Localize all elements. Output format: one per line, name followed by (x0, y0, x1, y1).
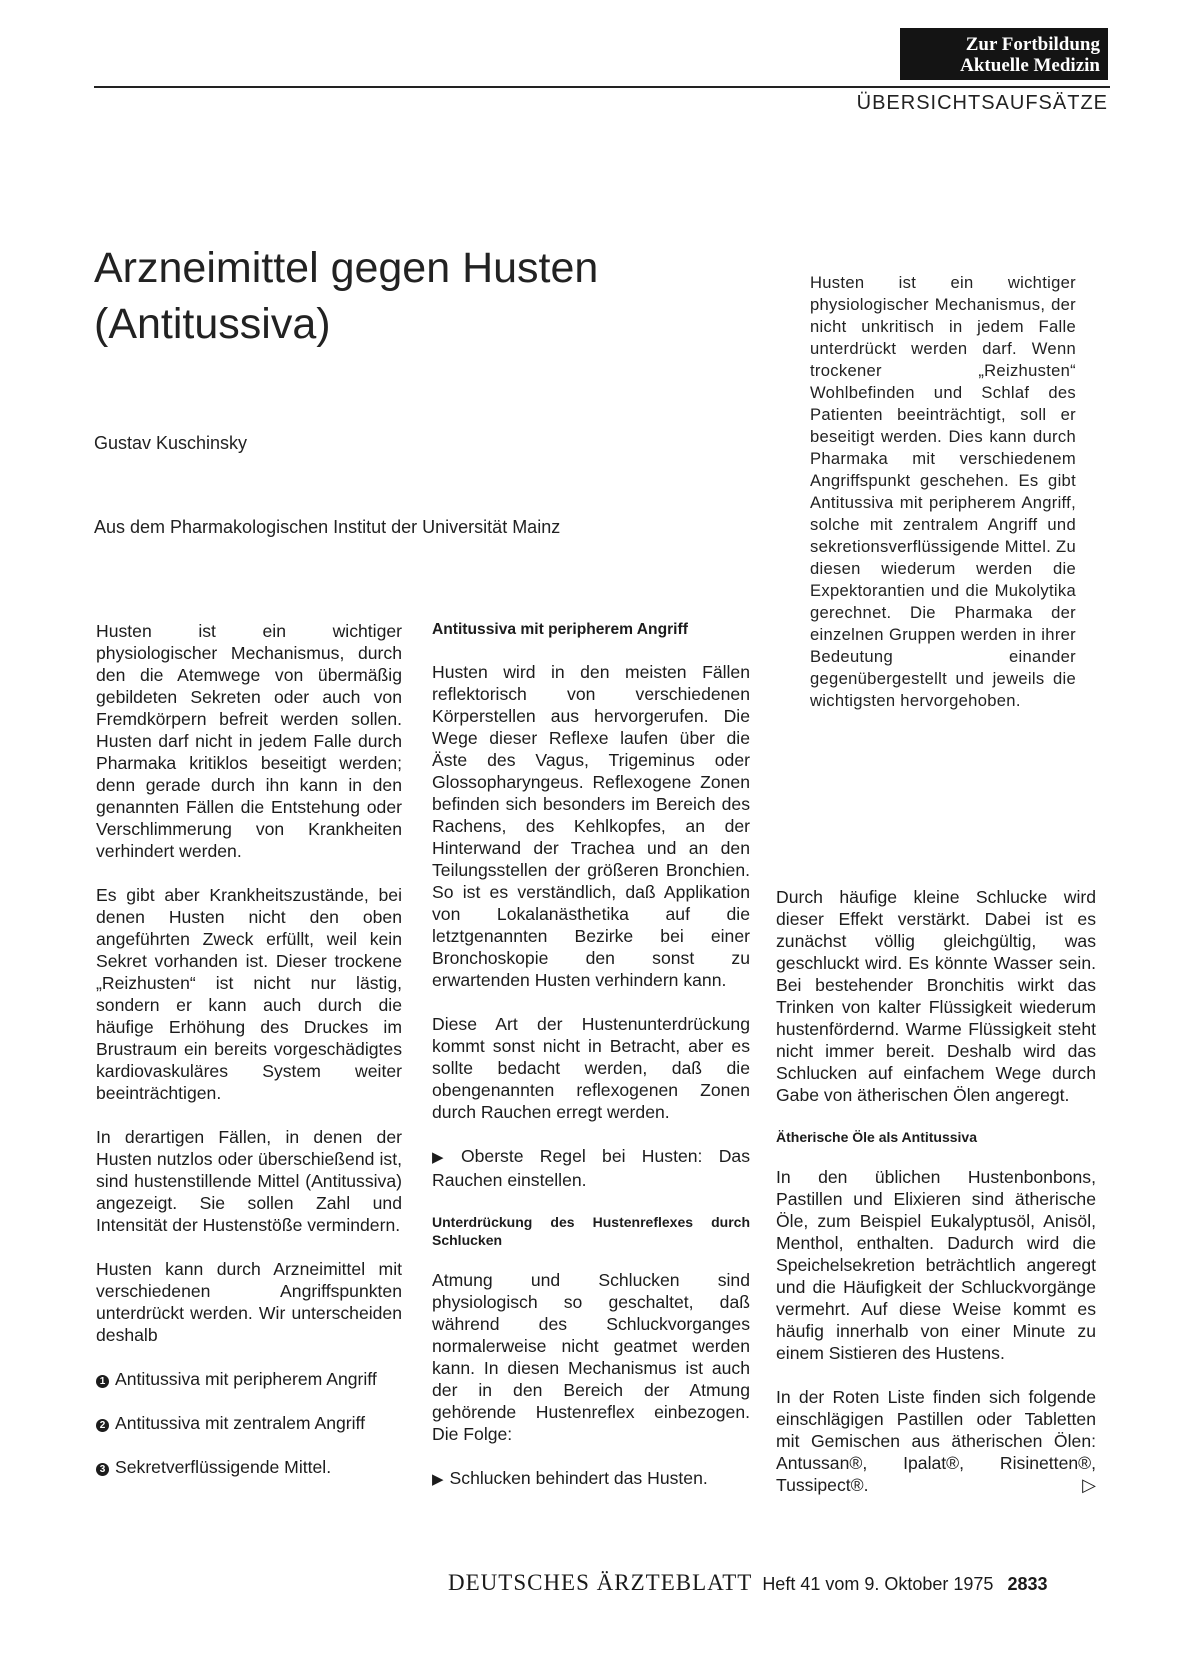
paragraph: Es gibt aber Krankheitszustände, bei denen Husten nicht den oben angeführten Zweck erfüllt, weil kein Sekret vorhanden ist. Dieser trockene „Reizhusten“ ist nicht nur lästig, sondern er kann auch durch die häufige Erhöhung des Druckes im Brustraum ein bereits vorgeschädigtes kardiovaskuläres System weiter beeinträchtigen. (96, 885, 402, 1103)
page-footer (448, 1570, 1048, 1596)
list-item (96, 1456, 402, 1478)
column-1 (96, 620, 402, 1500)
article-title (94, 240, 598, 352)
column-3 (776, 886, 1096, 1518)
rule-text: Schlucken behindert das Husten. (449, 1468, 708, 1488)
section-heading: Antitussiva mit peripherem Angriff (432, 621, 688, 638)
paragraph: In derartigen Fällen, in denen der Husten nutzlos oder überschießend ist, sind hustenstillende Mittel (Antitussiva) angezeigt. Sie sollen Zahl und Intensität der Hustenstöße vermindern. (96, 1127, 402, 1235)
list-item-text: Antitussiva mit zentralem Angriff (115, 1413, 365, 1433)
paragraph: Husten ist ein wichtiger physiologischer Mechanismus, durch den die Atemwege von übermäßig gebildeten Sekreten oder auch von Fremdkörpern befreit werden sollen. Husten darf nicht in jedem Falle durch Pharmaka kritiklos beseitigt werden; denn gerade durch ihn kann in den genannten Fällen die Entstehung oder Verschlimmerung von Krankheiten verhindert werden. (96, 621, 402, 861)
play-triangle-icon: ▶ (432, 1471, 444, 1488)
section-badge-line2: Aktuelle Medizin (960, 55, 1100, 76)
list-item (96, 1412, 402, 1434)
paragraph-text: In der Roten Liste finden sich folgende einschlägigen Pastillen oder Tabletten mit Gemischen aus ätherischen Ölen: Antussan®, Ipalat®, Risinetten®, Tussipect®. (776, 1387, 1096, 1495)
page-number: 2833 (1007, 1574, 1048, 1594)
list-item (96, 1368, 402, 1390)
number-bullet-icon: 3 (96, 1463, 109, 1476)
play-triangle-icon: ▶ (432, 1149, 455, 1166)
rule-statement (432, 1145, 750, 1191)
list-item-text: Antitussiva mit peripherem Angriff (115, 1369, 377, 1389)
paragraph: Durch häufige kleine Schlucke wird dieser Effekt verstärkt. Dabei ist es zunächst völlig gleichgültig, was geschluckt wird. Es könnte Wasser sein. Bei bestehender Bronchitis wirkt das Trinken von kalter Flüssigkeit wiederum hustenfördernd. Warme Flüssigkeit steht nicht immer bereit. Deshalb wird das Schlucken auf einfachem Wege durch Gabe von ätherischen Ölen angeregt. (776, 887, 1096, 1105)
number-bullet-icon: 1 (96, 1375, 109, 1388)
subsection-heading: Unterdrückung des Hustenreflexes durch Schlucken (432, 1214, 750, 1248)
paragraph: Diese Art der Hustenunterdrückung kommt sonst nicht in Betracht, aber es sollte bedacht werden, daß die obengenannten reflexogenen Zonen durch Rauchen erregt werden. (432, 1014, 750, 1122)
paragraph (776, 1386, 1096, 1496)
continue-arrow-icon: ▷ (1082, 1475, 1096, 1495)
paragraph: Husten kann durch Arzneimittel mit verschiedenen Angriffspunkten unterdrückt werden. Wir unterscheiden deshalb (96, 1259, 402, 1345)
rule-text: Oberste Regel bei Husten: Das Rauchen einstellen. (432, 1146, 750, 1190)
paragraph: Atmung und Schlucken sind physiologisch so geschaltet, daß während des Schluckvorganges normalerweise nicht geatmet werden kann. In diesen Mechanismus ist auch der in den Bereich der Atmung gehörende Hustenreflex einbezogen. Die Folge: (432, 1270, 750, 1444)
header-rule (94, 86, 1110, 88)
column-2 (432, 620, 750, 1513)
section-label: ÜBERSICHTSAUFSÄTZE (856, 92, 1108, 114)
author: Gustav Kuschinsky (94, 433, 248, 453)
section-badge (900, 28, 1108, 80)
paragraph: Husten wird in den meisten Fällen reflektorisch von verschiedenen Körperstellen aus hervorgerufen. Die Wege dieser Reflexe laufen über die Äste des Vagus, Trigeminus oder Glossopharyngeus. Reflexogene Zonen befinden sich besonders im Bereich des Rachens, des Kehlkopfes, an der Hinterwand der Trachea und an den Teilungsstellen der größeren Bronchien. So ist es verständlich, daß Applikation von Lokalanästhetika auf die letztgenannten Bezirke bei einer Bronchoskopie den sonst zu erwartenden Husten verhindern kann. (432, 662, 750, 990)
affiliation: Aus dem Pharmakologischen Institut der Universität Mainz (94, 517, 561, 537)
title-line-2: (Antitussiva) (94, 300, 331, 348)
paragraph: In den üblichen Hustenbonbons, Pastillen und Elixieren sind ätherische Öle, zum Beispiel Eukalyptusöl, Anisöl, Menthol, enthalten. Dadurch wird die Speichelsekretion beträchtlich angeregt und die Häufigkeit der Schluckvorgänge vermehrt. Auf diese Weise kommt es häufig innerhalb von einer Minute zu einem Sistieren des Hustens. (776, 1167, 1096, 1363)
issue-info: Heft 41 vom 9. Oktober 1975 (762, 1574, 994, 1594)
subsection-heading: Ätherische Öle als Antitussiva (776, 1129, 977, 1145)
section-badge-line1: Zur Fortbildung (965, 34, 1100, 55)
title-line-1: Arzneimittel gegen Husten (94, 244, 599, 292)
rule-statement (432, 1467, 750, 1491)
journal-name: DEUTSCHES ÄRZTEBLATT (448, 1570, 753, 1595)
number-bullet-icon: 2 (96, 1419, 109, 1432)
abstract: Husten ist ein wichtiger physiologischer Mechanismus, der nicht unkritisch in jedem Falle unterdrückt werden darf. Wenn trockener „Reizhusten“ Wohlbefinden und Schlaf des Patienten beeinträchtigt, soll er beseitigt werden. Dies kann durch Pharmaka mit verschiedenem Angriffspunkt geschehen. Es gibt Antitussiva mit peripherem Angriff, solche mit zentralem Angriff und sekretionsverflüssigende Mittel. Zu diesen wiederum werden die Expektorantien und die Mukolytika gerechnet. Die Pharmaka der einzelnen Gruppen werden in ihrer Bedeutung einander gegenübergestellt und jeweils die wichtigsten hervorgehoben. (810, 273, 1076, 710)
list-item-text: Sekretverflüssigende Mittel. (115, 1457, 332, 1477)
